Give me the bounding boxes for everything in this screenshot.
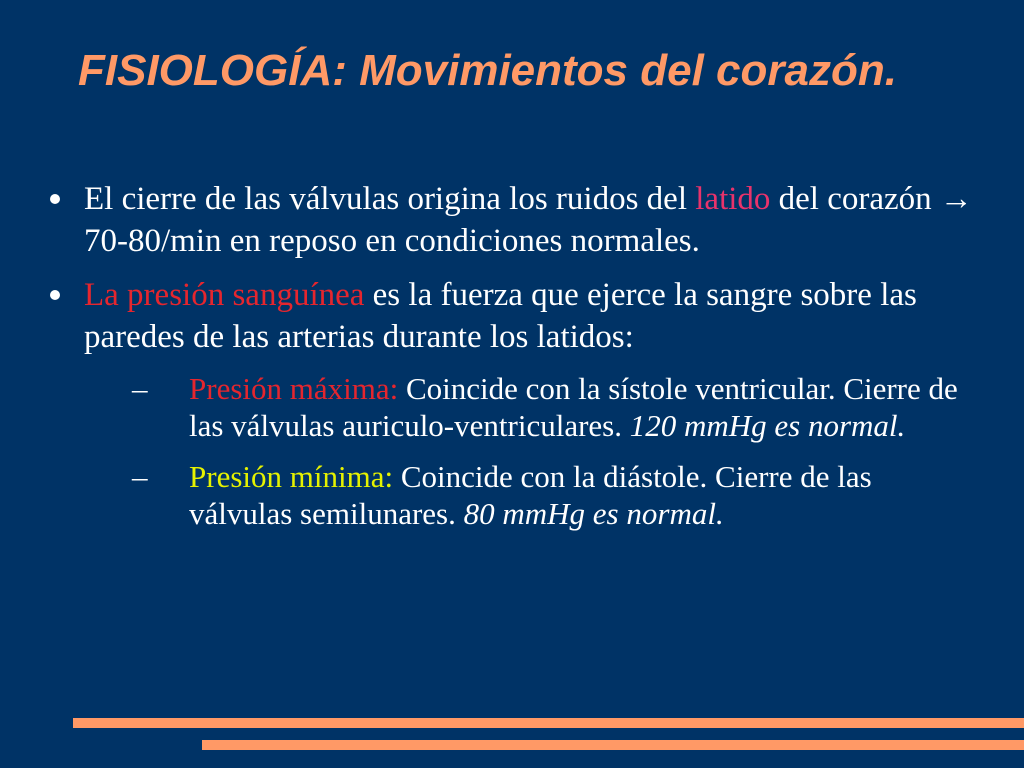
bullet-text: del corazón → 70-80/min en reposo en condiciones normales.	[84, 181, 973, 259]
highlight-presion-sanguinea: La presión sanguínea	[84, 277, 365, 313]
bullet-text: El cierre de las válvulas origina los ruidos del	[84, 181, 696, 217]
label-presion-minima: Presión mínima:	[189, 459, 394, 494]
bullet-item-blood-pressure	[46, 274, 976, 358]
value-120-mmhg: 120 mmHg es normal.	[629, 408, 906, 443]
sub-item-min-pressure	[46, 458, 976, 532]
bullet-text: es la fuerza que ejerce la sangre sobre las paredes de las arterias durante los latidos:	[84, 277, 917, 355]
value-80-mmhg: 80 mmHg es normal.	[463, 496, 724, 531]
highlight-latido: latido	[695, 181, 771, 217]
slide-title: FISIOLOGÍA: Movimientos del corazón.	[78, 46, 897, 95]
sub-item-text: Coincide con la sístole ventricular. Cierre de las válvulas auriculo-ventriculares.	[189, 371, 958, 443]
decorative-bar-bottom	[202, 740, 1024, 750]
label-presion-maxima: Presión máxima:	[189, 371, 399, 406]
bullet-dot-icon	[50, 290, 60, 300]
bullet-item-heartbeat	[46, 178, 976, 262]
sub-item-max-pressure	[46, 370, 976, 444]
bullet-dot-icon	[50, 194, 60, 204]
dash-icon: –	[132, 371, 148, 406]
dash-icon: –	[132, 459, 148, 494]
decorative-bar-top	[73, 718, 1024, 728]
sub-item-text: Coincide con la diástole. Cierre de las válvulas semilunares.	[189, 459, 872, 531]
slide-content	[46, 178, 976, 546]
